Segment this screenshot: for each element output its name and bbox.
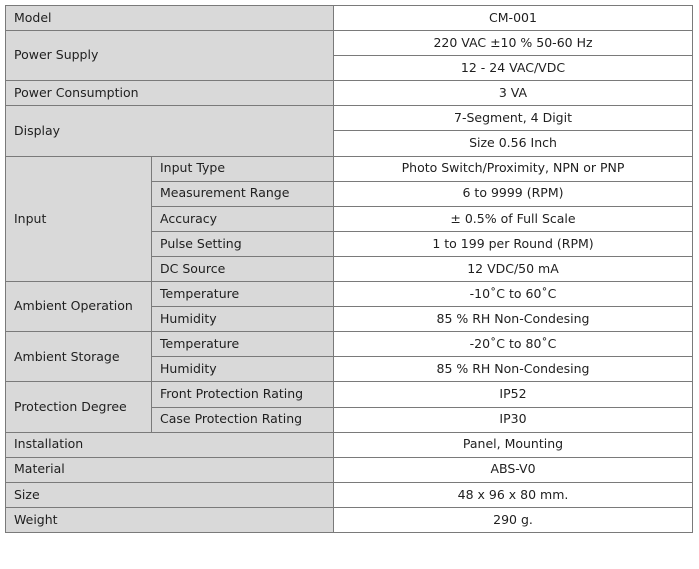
spec-sublabel-storage-temperature: Temperature: [152, 332, 334, 357]
spec-label-ambient-operation: Ambient Operation: [6, 282, 152, 332]
spec-value-installation: Panel, Mounting: [334, 432, 693, 457]
spec-label-power-supply: Power Supply: [6, 31, 334, 81]
table-row: [6, 282, 693, 307]
spec-value-pulse-setting: 1 to 199 per Round (RPM): [334, 231, 693, 256]
spec-value-accuracy: ± 0.5% of Full Scale: [334, 206, 693, 231]
spec-sublabel-pulse-setting: Pulse Setting: [152, 231, 334, 256]
table-row: [6, 482, 693, 507]
spec-sublabel-operation-humidity: Humidity: [152, 307, 334, 332]
spec-value-display-size: Size 0.56 Inch: [334, 131, 693, 156]
spec-value-weight: 290 g.: [334, 507, 693, 532]
table-row: [6, 457, 693, 482]
spec-value-front-protection: IP52: [334, 382, 693, 407]
spec-sublabel-operation-temperature: Temperature: [152, 282, 334, 307]
spec-label-ambient-storage: Ambient Storage: [6, 332, 152, 382]
spec-value-display-type: 7-Segment, 4 Digit: [334, 106, 693, 131]
spec-sublabel-case-protection: Case Protection Rating: [152, 407, 334, 432]
spec-label-installation: Installation: [6, 432, 334, 457]
spec-value-material: ABS-V0: [334, 457, 693, 482]
specification-table: [5, 5, 693, 533]
spec-label-input: Input: [6, 156, 152, 281]
spec-sublabel-storage-humidity: Humidity: [152, 357, 334, 382]
spec-value-power-supply-ac: 220 VAC ±10 % 50-60 Hz: [334, 31, 693, 56]
table-row: [6, 81, 693, 106]
spec-sublabel-front-protection: Front Protection Rating: [152, 382, 334, 407]
spec-label-power-consumption: Power Consumption: [6, 81, 334, 106]
table-row: [6, 332, 693, 357]
spec-sublabel-input-type: Input Type: [152, 156, 334, 181]
spec-value-input-type: Photo Switch/Proximity, NPN or PNP: [334, 156, 693, 181]
spec-sublabel-dc-source: DC Source: [152, 256, 334, 281]
spec-value-measurement-range: 6 to 9999 (RPM): [334, 181, 693, 206]
spec-label-model: Model: [6, 6, 334, 31]
spec-value-power-supply-dc: 12 - 24 VAC/VDC: [334, 56, 693, 81]
table-row: [6, 507, 693, 532]
table-row: [6, 106, 693, 131]
table-row: [6, 6, 693, 31]
spec-sublabel-accuracy: Accuracy: [152, 206, 334, 231]
spec-label-display: Display: [6, 106, 334, 156]
spec-value-model: CM-001: [334, 6, 693, 31]
spec-value-case-protection: IP30: [334, 407, 693, 432]
spec-value-operation-temperature: -10˚C to 60˚C: [334, 282, 693, 307]
table-row: [6, 432, 693, 457]
table-row: [6, 156, 693, 181]
spec-value-storage-humidity: 85 % RH Non-Condesing: [334, 357, 693, 382]
spec-value-power-consumption: 3 VA: [334, 81, 693, 106]
table-row: [6, 31, 693, 56]
spec-label-material: Material: [6, 457, 334, 482]
spec-sublabel-measurement-range: Measurement Range: [152, 181, 334, 206]
spec-value-storage-temperature: -20˚C to 80˚C: [334, 332, 693, 357]
table-row: [6, 382, 693, 407]
spec-label-weight: Weight: [6, 507, 334, 532]
spec-label-protection-degree: Protection Degree: [6, 382, 152, 432]
spec-value-size: 48 x 96 x 80 mm.: [334, 482, 693, 507]
spec-value-dc-source: 12 VDC/50 mA: [334, 256, 693, 281]
spec-value-operation-humidity: 85 % RH Non-Condesing: [334, 307, 693, 332]
spec-label-size: Size: [6, 482, 334, 507]
